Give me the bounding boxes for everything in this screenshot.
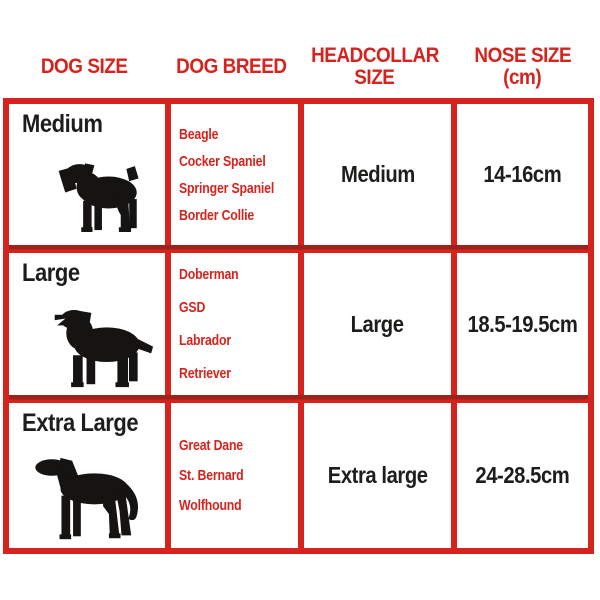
row-divider [9, 245, 588, 253]
header-label: DOG BREED [176, 55, 287, 78]
header-label: HEADCOLLAR [310, 44, 439, 67]
dog-size-label: Extra Large [22, 409, 139, 437]
nose-size-value: 14-16cm [483, 161, 562, 187]
breed-item: Border Collie [179, 206, 255, 224]
nose-size-value: 24-28.5cm [475, 462, 570, 488]
header-dog-size [3, 38, 165, 96]
large-dog-silhouette-icon [47, 307, 155, 392]
table-row-extra-large [9, 403, 588, 548]
cell-nose-size [457, 253, 588, 395]
row-divider [9, 395, 588, 403]
medium-dog-silhouette-icon [54, 160, 148, 240]
cell-dog-breeds [171, 104, 304, 245]
breed-item: Wolfhound [179, 496, 242, 514]
cell-headcollar-size [304, 253, 457, 395]
cell-dog-breeds [171, 253, 304, 395]
headcollar-size-value: Extra large [327, 462, 428, 488]
breed-item: St. Bernard [179, 466, 244, 484]
header-label: DOG SIZE [40, 55, 128, 78]
extra-large-dog-silhouette-icon [30, 453, 152, 545]
header-dog-breed [165, 38, 298, 96]
breed-item: Labrador [179, 332, 232, 349]
table-row-medium [9, 104, 588, 245]
headcollar-size-value: Medium [340, 161, 415, 187]
cell-dog-size [9, 104, 171, 245]
table-row-large [9, 253, 588, 395]
breed-item: Great Dane [179, 436, 243, 454]
dog-size-label: Medium [22, 110, 103, 138]
header-label-line2: SIZE [354, 66, 395, 89]
header-nose-size [451, 38, 594, 96]
cell-nose-size [457, 403, 588, 548]
cell-headcollar-size [304, 104, 457, 245]
cell-dog-size [9, 253, 171, 395]
sizing-table [3, 98, 594, 554]
header-label: NOSE SIZE [474, 44, 571, 67]
breed-item: Springer Spaniel [179, 179, 275, 197]
dog-size-label: Large [22, 259, 80, 287]
header-label-line2: (cm) [503, 66, 542, 89]
breed-item: GSD [179, 299, 206, 316]
cell-dog-size [9, 403, 171, 548]
breed-item: Cocker Spaniel [179, 152, 266, 170]
breed-item: Doberman [179, 266, 239, 283]
headcollar-size-value: Large [351, 310, 404, 337]
cell-dog-breeds [171, 403, 304, 548]
cell-headcollar-size [304, 403, 457, 548]
breed-item: Beagle [179, 125, 219, 143]
cell-nose-size [457, 104, 588, 245]
nose-size-value: 18.5-19.5cm [467, 310, 578, 337]
column-headers [3, 38, 594, 96]
breed-item: Retriever [179, 365, 231, 382]
header-headcollar-size [298, 38, 451, 96]
